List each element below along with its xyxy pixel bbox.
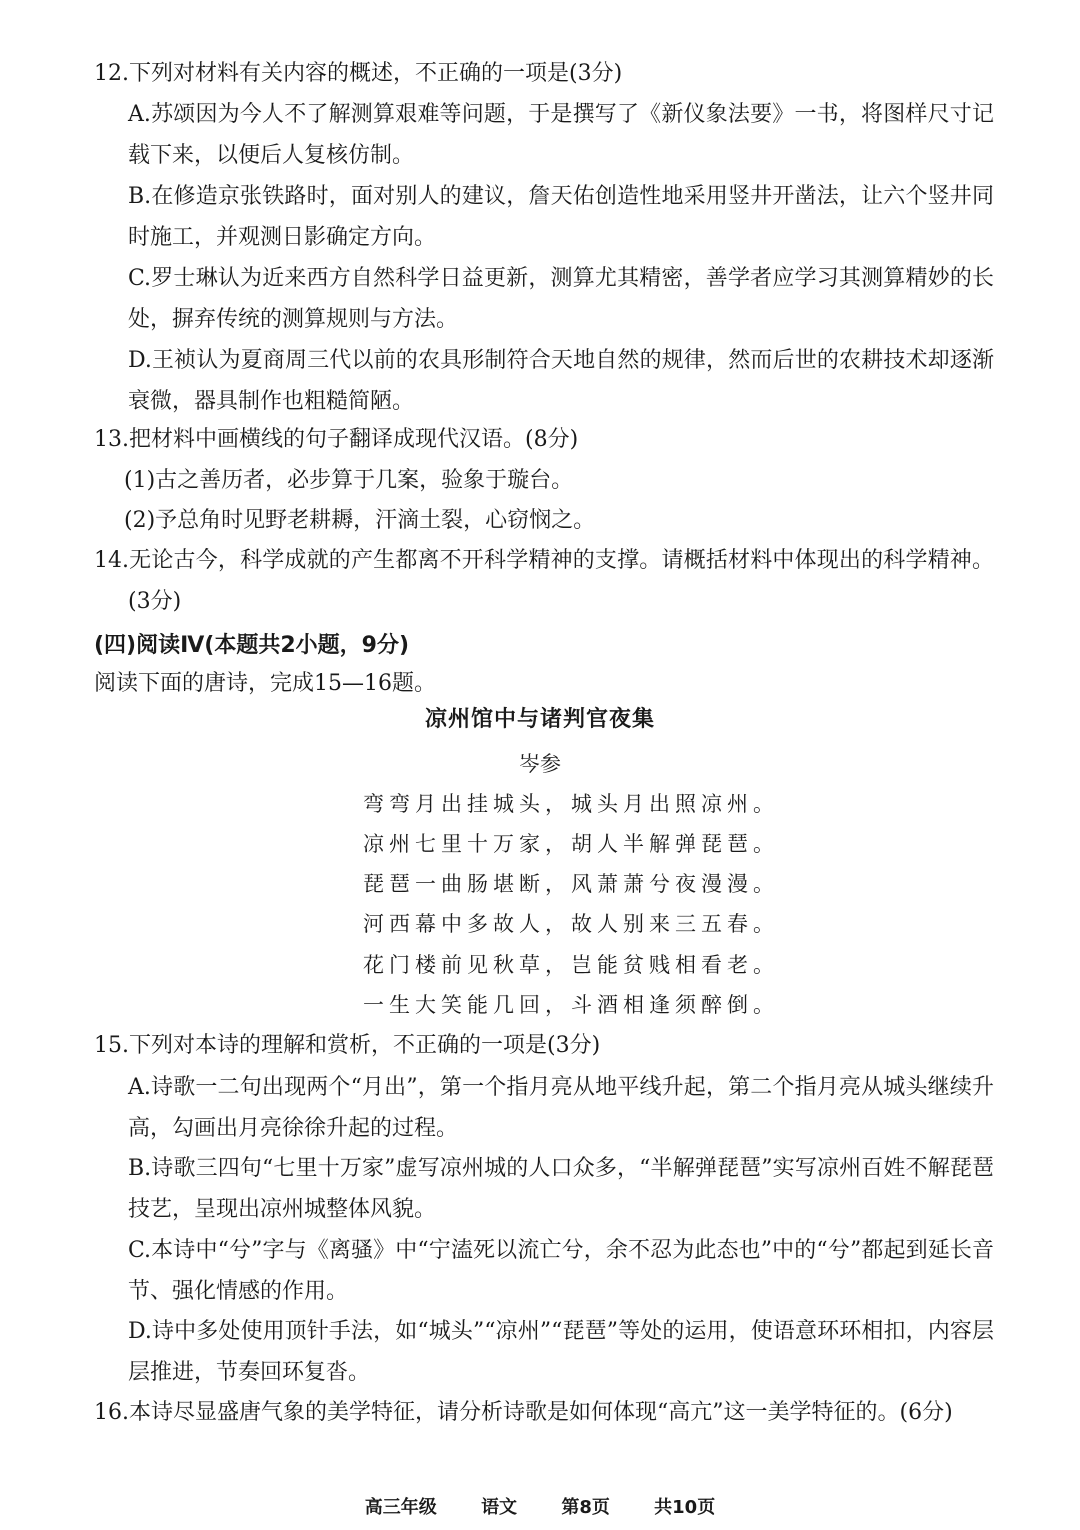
section-title: (四)阅读Ⅳ(本题共2小题，9分)	[94, 633, 410, 658]
footer-page: 第8页	[561, 1497, 610, 1518]
q13-stem: 13.把材料中画横线的句子翻译成现代汉语。(8分)	[94, 427, 579, 452]
q12-option-d: D.王祯认为夏商周三代以前的农具形制符合天地自然的规律，然而后世的农耕技术却逐渐衰微，器具制作也粗糙简陋。	[128, 348, 994, 414]
q12-option-c: C.罗士琳认为近来西方自然科学日益更新，测算尤其精密，善学者应学习其测算精妙的长处，摒弃传统的测算规则与方法。	[128, 266, 994, 332]
poem-line: 凉州七里十万家，胡人半解弹琵琶。	[363, 832, 779, 856]
poem-line: 一生大笑能几回，斗酒相逢须醉倒。	[363, 993, 779, 1017]
q13-item-2: (2)予总角时见野老耕耨，汗滴土裂，心窃悯之。	[124, 508, 596, 533]
footer-total: 共10页	[654, 1497, 716, 1518]
q15-option-c: C.本诗中“兮”字与《离骚》中“宁溘死以流亡兮，余不忍为此态也”中的“兮”都起到延长音节、强化情感的作用。	[128, 1238, 994, 1304]
q13-item-1: (1)古之善历者，必步算于几案，验象于璇台。	[124, 468, 574, 493]
q12-stem: 12.下列对材料有关内容的概述，不正确的一项是(3分)	[94, 61, 623, 86]
page-footer	[0, 1493, 1080, 1519]
poem-line: 河西幕中多故人，故人别来三五春。	[363, 912, 779, 936]
poem-line: 花门楼前见秋草，岂能贫贱相看老。	[363, 953, 779, 977]
q15-option-b: B.诗歌三四句“七里十万家”虚写凉州城的人口众多，“半解弹琵琶”实写凉州百姓不解琵琶技艺，呈现出凉州城整体风貌。	[128, 1156, 994, 1222]
footer-subject: 语文	[481, 1497, 518, 1518]
q16-stem: 16.本诗尽显盛唐气象的美学特征，请分析诗歌是如何体现“高亢”这一美学特征的。(6分)	[94, 1400, 953, 1425]
q15-stem: 15.下列对本诗的理解和赏析，不正确的一项是(3分)	[94, 1033, 601, 1058]
q12-option-b: B.在修造京张铁路时，面对别人的建议，詹天佑创造性地采用竖井开凿法，让六个竖井同时施工，并观测日影确定方向。	[128, 184, 994, 250]
q15-option-a: A.诗歌一二句出现两个“月出”，第一个指月亮从地平线升起，第二个指月亮从城头继续升高，勾画出月亮徐徐升起的过程。	[128, 1075, 994, 1141]
q14-stem: 14.无论古今，科学成就的产生都离不开科学精神的支撑。请概括材料中体现出的科学精神。(3分)	[94, 548, 994, 614]
footer-grade: 高三年级	[364, 1497, 437, 1518]
poem-title: 凉州馆中与诸判官夜集	[424, 707, 655, 732]
section-instruction: 阅读下面的唐诗，完成15—16题。	[94, 671, 436, 696]
poem-line: 琵琶一曲肠堪断，风萧萧兮夜漫漫。	[363, 872, 779, 896]
q15-option-d: D.诗中多处使用顶针手法，如“城头”“凉州”“琵琶”等处的运用，使语意环环相扣，内容层层推进，节奏回环复沓。	[128, 1319, 994, 1385]
poem-line: 弯弯月出挂城头，城头月出照凉州。	[363, 792, 779, 816]
poem-author: 岑参	[519, 752, 561, 776]
q12-option-a: A.苏颂因为今人不了解测算艰难等问题，于是撰写了《新仪象法要》一书，将图样尺寸记载下来，以便后人复核仿制。	[128, 102, 994, 168]
